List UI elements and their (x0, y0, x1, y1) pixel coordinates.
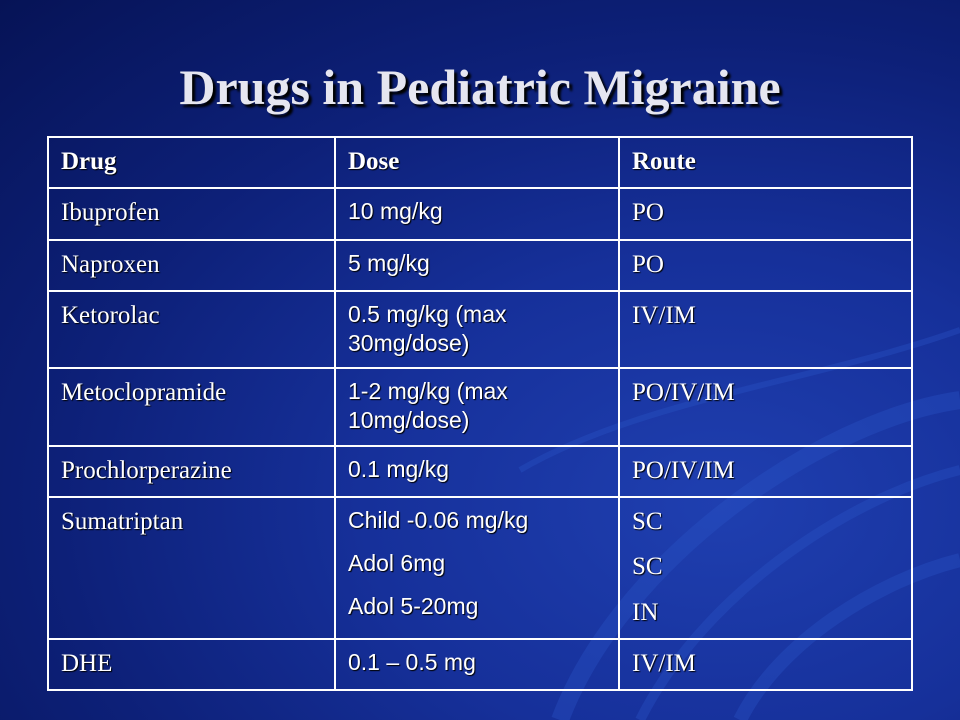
dose-line: Child -0.06 mg/kg (348, 507, 529, 533)
drug-cell: Sumatriptan (48, 497, 335, 639)
table-row (48, 368, 912, 446)
table-row (48, 291, 912, 369)
dose-cell: 5 mg/kg (335, 240, 619, 291)
route-line: IN (632, 598, 659, 626)
route-line: SC (632, 553, 663, 581)
route-cell: IV/IM (619, 639, 912, 690)
dose-cell: 1-2 mg/kg (max 10mg/dose) (335, 368, 619, 446)
drug-cell: Metoclopramide (48, 368, 335, 446)
dose-cell: 0.1 – 0.5 mg (335, 639, 619, 690)
dose-cell: 0.1 mg/kg (335, 446, 619, 497)
header-route: Route (619, 137, 912, 188)
dose-cell (335, 497, 619, 639)
drug-cell: Naproxen (48, 240, 335, 291)
drug-cell: Ketorolac (48, 291, 335, 369)
route-cell: PO/IV/IM (619, 446, 912, 497)
dose-cell: 10 mg/kg (335, 188, 619, 239)
table-row (48, 240, 912, 291)
drug-cell: Prochlorperazine (48, 446, 335, 497)
table-row (48, 188, 912, 239)
drug-table (47, 136, 913, 691)
dose-line: Adol 6mg (348, 549, 446, 576)
route-cell: PO (619, 240, 912, 291)
header-dose: Dose (335, 137, 619, 188)
table-row (48, 497, 912, 639)
drug-cell: Ibuprofen (48, 188, 335, 239)
table-row (48, 639, 912, 690)
route-cell: IV/IM (619, 291, 912, 369)
route-cell: PO/IV/IM (619, 368, 912, 446)
header-drug: Drug (48, 137, 335, 188)
route-cell: PO (619, 188, 912, 239)
slide-title: Drugs in Pediatric Migraine (179, 59, 781, 115)
route-line: SC (632, 508, 663, 535)
dose-line: Adol 5-20mg (348, 592, 479, 619)
route-cell (619, 497, 912, 639)
table-row (48, 446, 912, 497)
table-header-row (48, 137, 912, 188)
drug-cell: DHE (48, 639, 335, 690)
dose-cell: 0.5 mg/kg (max 30mg/dose) (335, 291, 619, 369)
